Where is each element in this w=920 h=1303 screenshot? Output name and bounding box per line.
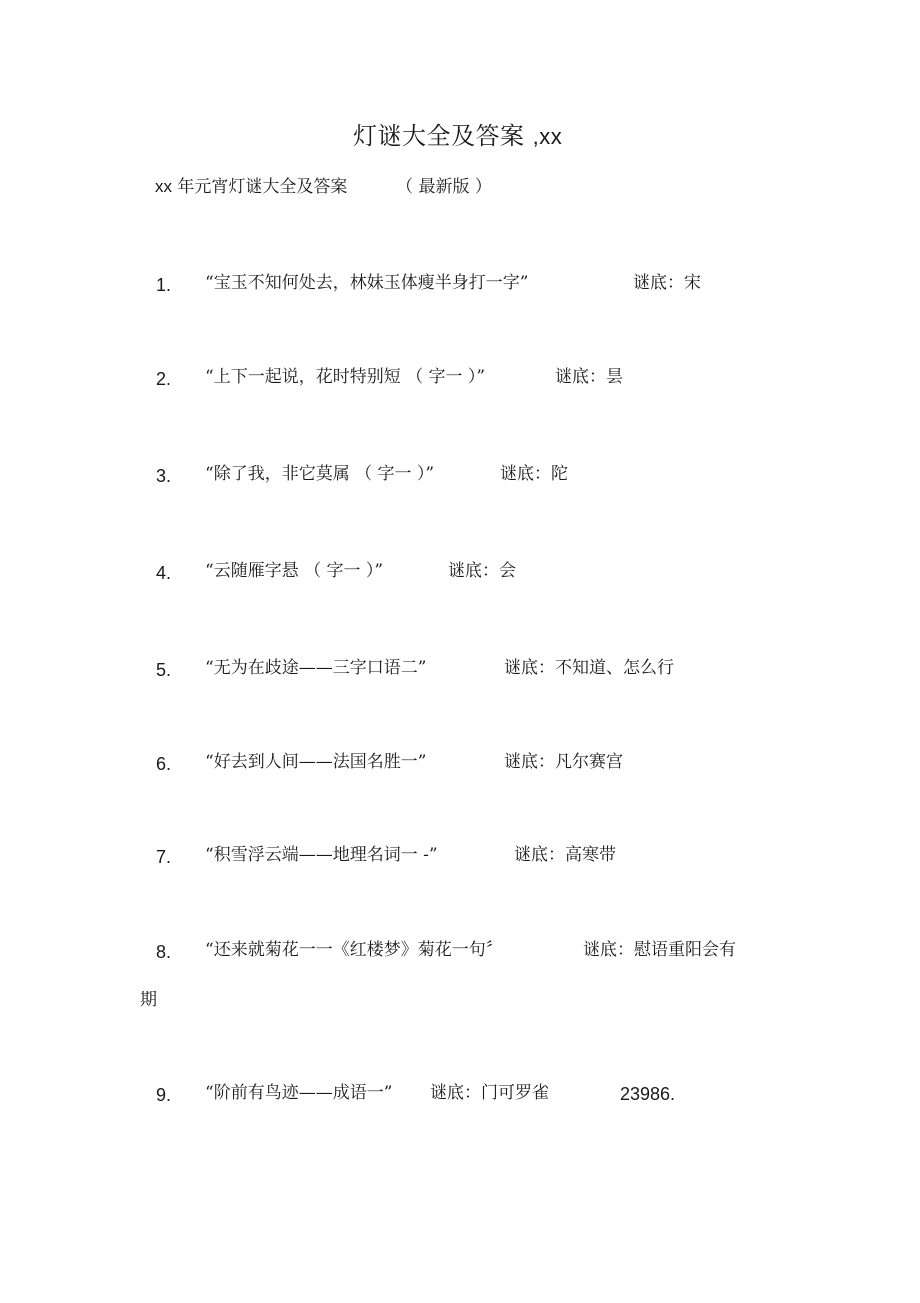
riddle-answer: 谜底：不知道、怎么行 xyxy=(504,658,674,678)
riddle-text: “还来就菊花一一《红楼梦》菊花一句〞 xyxy=(205,940,503,960)
riddle-text: “好去到人间——法国名胜一” xyxy=(205,752,427,772)
subtitle-year: xx xyxy=(155,177,172,196)
item-number: 4. xyxy=(156,563,172,583)
riddle-answer: 谜底：门可罗雀 xyxy=(430,1083,549,1103)
riddle-text: “上下一起说，花时特别短 （ 字一 ）” xyxy=(205,367,486,387)
riddle-text: “云随雁字悬 （ 字一 ）” xyxy=(205,561,384,581)
riddle-answer: 谜底：慰语重阳会有 xyxy=(583,940,736,960)
riddle-answer: 谜底：陀 xyxy=(500,464,568,484)
riddle-text: “宝玉不知何处去，林妹玉体瘦半身打一字” xyxy=(205,273,529,293)
item-number: 5. xyxy=(156,660,172,680)
riddle-answer: 谜底：昙 xyxy=(555,367,623,387)
subtitle-edition: （ 最新版 ） xyxy=(396,177,492,197)
item-number: 8. xyxy=(156,942,172,962)
item-number: 3. xyxy=(156,466,172,486)
item-number: 2. xyxy=(156,369,172,389)
riddle-answer: 谜底：高寒带 xyxy=(514,845,616,865)
subtitle xyxy=(155,178,492,196)
page-title xyxy=(353,124,562,148)
riddle-text: “阶前有鸟迹——成语一” xyxy=(205,1083,393,1103)
title-text: 灯谜大全及答案 xyxy=(353,122,525,150)
item-number: 7. xyxy=(156,847,172,867)
title-suffix: ,xx xyxy=(532,124,563,149)
riddle-answer-continuation: 期 xyxy=(140,990,157,1010)
item-number: 6. xyxy=(156,754,172,774)
item-number: 9. xyxy=(156,1085,172,1105)
riddle-text: “积雪浮云端——地理名词一 -” xyxy=(205,845,438,865)
riddle-answer: 谜底：凡尔赛宫 xyxy=(504,752,623,772)
riddle-answer: 谜底：宋 xyxy=(633,273,701,293)
trailing-number: 23986. xyxy=(620,1084,676,1104)
item-number: 1. xyxy=(156,275,172,295)
riddle-answer: 谜底：会 xyxy=(448,561,516,581)
riddle-text: “无为在歧途——三字口语二” xyxy=(205,658,427,678)
riddle-text: “除了我，非它莫属 （ 字一 ）” xyxy=(205,464,435,484)
subtitle-text: 年元宵灯谜大全及答案 xyxy=(177,177,348,197)
